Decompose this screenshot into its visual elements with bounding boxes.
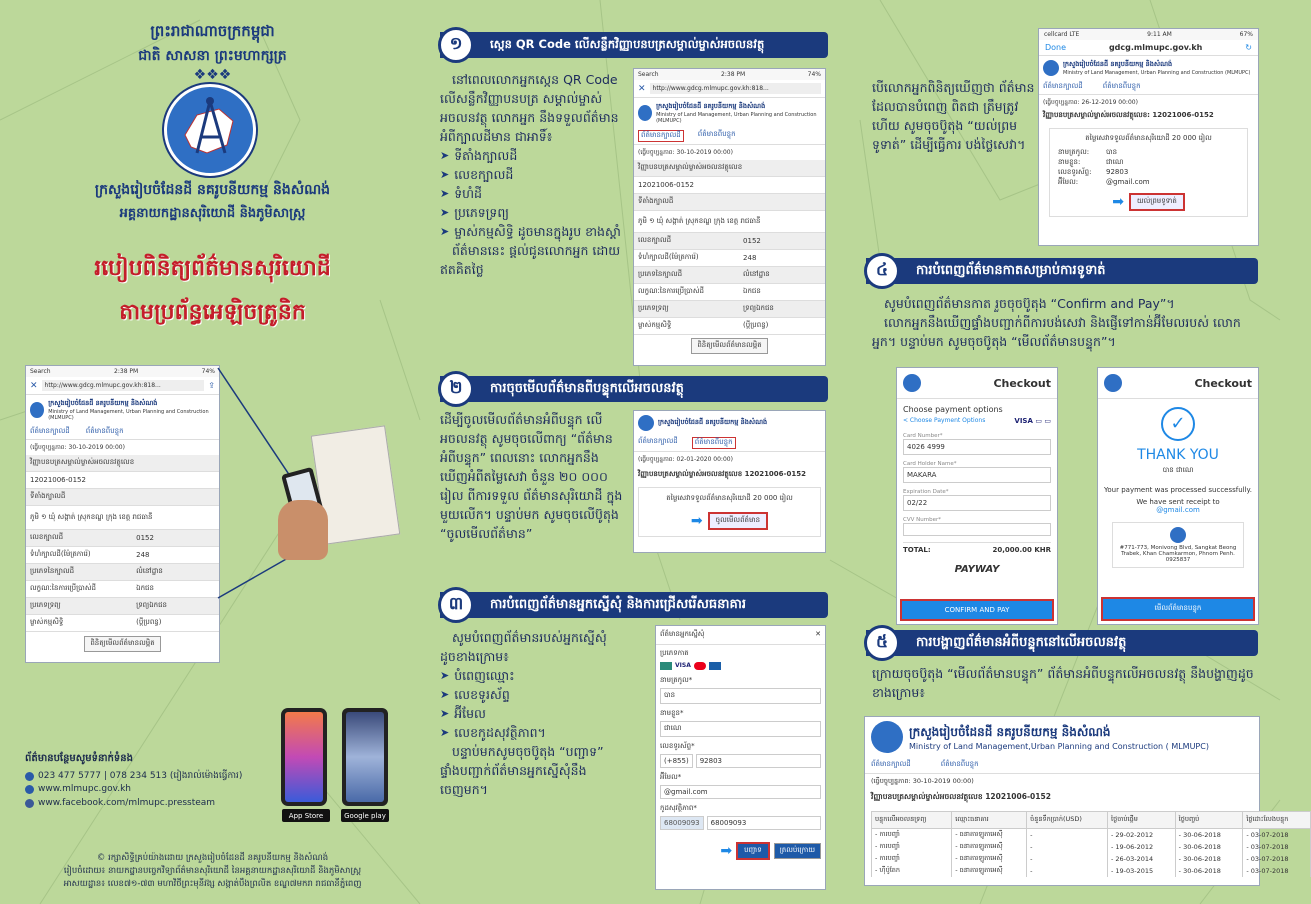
ty-checkout-title: Checkout (1194, 376, 1252, 390)
thank-you-screenshot (1097, 367, 1259, 625)
s1-land-row (634, 250, 825, 267)
burden-cell: - ធនាគារឡូតាអេស៊ី (952, 829, 1027, 842)
c-ministry: ក្រសួងរៀបចំដែនដី នគរូបនីយកម្ម និងសំណង់ (1063, 60, 1173, 68)
given-field[interactable]: ជាណេ (660, 721, 821, 737)
phone-field[interactable]: 92803 (696, 754, 821, 768)
step3-bullet (440, 704, 626, 723)
checkout-screenshot (896, 367, 1058, 625)
b-tab-land[interactable]: ព័ត៌មានក្បាលដី (871, 760, 911, 768)
step3-bullet-text: អ៊ីមែល (454, 706, 486, 721)
land-row-value: ទ្រព្យឯកជន (136, 601, 167, 609)
step2-screenshot (633, 410, 826, 553)
s2-logo (638, 415, 654, 431)
page-title: របៀបពិនិត្យព័ត៌មានសុរិយោដី (94, 256, 331, 281)
receipt-logo (1170, 527, 1186, 543)
iphone-image (281, 708, 327, 806)
receipt-email: @gmail.com (1156, 506, 1200, 514)
step2-number: ២ (438, 371, 474, 407)
s1-url-bar[interactable]: http://www.gdcg.mlmupc.gov.kh:818... (650, 83, 821, 94)
s1-land-row-label: ទំហំក្បាលដី(ម៉ែត្រការ៉េ) (638, 253, 699, 261)
c-status-time: 9:11 AM (1147, 31, 1172, 38)
step1-bullet-text: ទីតាំងក្បាលដី (454, 148, 518, 163)
s1-land-row-value: ទ្រព្យឯកជន (743, 304, 774, 312)
app-store-badge[interactable]: App Store (282, 809, 330, 822)
form-close-icon[interactable]: ✕ (815, 630, 821, 638)
confirm-screenshot (1038, 28, 1259, 246)
contact-heading: ព័ត៌មានបន្ថែមសូមទំនាក់ទំនង (25, 753, 133, 764)
holder-label: Card Holder Name* (903, 461, 957, 467)
bullet-arrow-icon: ➤ (440, 726, 450, 739)
kingdom-title: ព្រះរាជាណាចក្រកម្ពុជា (150, 22, 275, 40)
expiry-label: Expiration Date* (903, 489, 949, 495)
step5-header (866, 630, 1258, 656)
s1-land-row-value: 248 (743, 254, 757, 262)
step1-bullet (440, 146, 625, 165)
s1-status-battery: 74% (807, 71, 821, 78)
step3-bullet-text: បំពេញឈ្មោះ (454, 668, 515, 683)
burden-cell: - 30-06-2018 (1175, 865, 1243, 877)
ck-visa-icon: VISA ▭ ▭ (1014, 417, 1051, 425)
expiry-field[interactable]: 02/22 (903, 495, 1051, 511)
total-label: TOTAL: (903, 546, 931, 554)
land-row (26, 564, 219, 581)
burden-cell: - 19-03-2015 (1108, 865, 1176, 877)
total-value: 20,000.00 KHR (992, 546, 1051, 554)
footer-address: អាសយដ្ឋាន៖ លេខ៧១-៧៣ មហាវិថីព្រះមុនីវង្ស សង្កាត់បឹងព្រលិត ខណ្ឌ៧មករា រាជធានីភ្នំពេញ (63, 879, 362, 889)
burden-row (872, 829, 1311, 842)
step3-intro: សូមបំពេញព័ត៌មានរបស់អ្នកស្នើសុំ ដូចខាងក្រោម៖ (440, 630, 607, 664)
s2-date: (ធ្វើបច្ចុប្បន្នភាព: 02-01-2020 00:00) (638, 456, 733, 463)
land-row-label: ប្រភេទទ្រព្យ (30, 601, 61, 609)
footer-copyright: © រក្សាសិទ្ធិគ្រប់យ៉ាងដោយ ក្រសួងរៀបចំដែនដី នគរូបនីយកម្ម និងសំណង់ (96, 853, 329, 863)
bullet-arrow-icon: ➤ (440, 688, 450, 701)
step2-text: ដើម្បីចូលមើលព័ត៌មានអំពីបន្ទុក លើអចលនវត្ថុ សូមចុចលើពាក្យ “ព័ត៌មានអំពីបន្ទុក” ពេលនោះ លោកអ្នកនឹងឃើញអំពីតម្លៃសេវា ចំនួន ២០ ០០០ រៀល ពីការទទួល ព័ត៌មានសុរិយោដី ក្នុងមួយលើក។ បន្ទាប់មក សូមចុចលើប៊ូតុង “ចូលមើលព័ត៌មាន” (440, 412, 623, 541)
burden-cell: - ការបញ្ចាំ (872, 829, 952, 842)
s1-land-row (634, 318, 825, 335)
share-icon[interactable]: ⇪ (208, 381, 215, 390)
c-status-battery: 67% (1239, 31, 1253, 38)
shot-date: (ធ្វើបច្ចុប្បន្នភាព: 30-10-2019 00:00) (30, 444, 125, 451)
c-logo (1043, 60, 1059, 76)
url-bar[interactable]: http://www.gdcg.mlmupc.gov.kh:818... (42, 380, 205, 391)
step3-bullet (440, 723, 626, 742)
burden-col-header: ថ្ងៃដោះលែងបន្ទុក (1243, 812, 1311, 829)
step4-header (866, 258, 1258, 284)
burden-cell: - 30-06-2018 (1175, 829, 1243, 842)
burden-cell: - 26-03-2014 (1108, 853, 1176, 865)
burden-cell: - (1027, 865, 1108, 877)
step5-title: ការបង្ហាញព័ត៌មានអំពីបន្ទុកនៅលើអចលនវត្ថុ (916, 634, 1127, 650)
burden-cell: - (1027, 829, 1108, 842)
bullet-arrow-icon: ➤ (440, 206, 450, 219)
shot-ministry: ក្រសួងរៀបចំដែនដី នគរូបនីយកម្ម និងសំណង់ (48, 399, 158, 407)
step1-number: ១ (438, 27, 474, 63)
mastercard-icon[interactable] (694, 662, 706, 670)
step1-bullet-text: ម្ចាស់កម្មសិទ្ធិ ដូចមានក្នុងរូប ខាងស្តាំ (454, 224, 621, 239)
confirm-pay-button[interactable]: CONFIRM AND PAY (900, 599, 1054, 621)
c-f1-label: នាមត្រកូល: (1058, 148, 1090, 156)
receipt-address: #771-773, Monivong Blvd, Sangkat Beong Trabek, Khan Chamkarmon, Phnom Penh. (1119, 545, 1237, 557)
land-row-label: លក្ខណៈនៃការប្រើប្រាស់ដី (30, 584, 96, 592)
step2-header (440, 376, 828, 402)
s1-detail-button[interactable]: ពិនិត្យមើលព័ត៌មានលម្អិត (691, 338, 767, 354)
step4-title: ការបំពេញព័ត៌មានកាតសម្រាប់ការទូទាត់ (916, 262, 1106, 278)
contact-website[interactable]: www.mlmupc.gov.kh (25, 784, 131, 794)
ministry-logo (164, 84, 256, 176)
land-row-value: ឯកជន (136, 584, 154, 592)
s2-cert: វិញ្ញាបនបត្រសម្គាល់ម្ចាស់អចលនវត្ថុលេខ 12021006-0152 (638, 470, 806, 478)
bank-icon[interactable] (660, 662, 672, 670)
burden-cell: - ការបញ្ចាំ (872, 853, 952, 865)
step3-bullet (440, 685, 626, 704)
location-value: ភូមិ ១ ឃុំ សង្កាត់ ស្រុកខណ្ឌ ក្រុង ខេត្ត រាជធានី (30, 512, 153, 521)
burden-col-header: ថ្ងៃបញ្ចប់ (1175, 812, 1243, 829)
ministry-small-logo (30, 402, 44, 418)
bullet-arrow-icon: ➤ (440, 187, 450, 200)
back-button[interactable]: ត្រលប់ក្រោយ (774, 843, 821, 859)
land-row (26, 547, 219, 564)
step5-text: ក្រោយចុចប៊ូតុង “មើលព័ត៌មានបន្ទុក” ព័ត៌មានអំពីបន្ទុកលើអចលនវត្ថុ នឹងបង្ហាញដូចខាងក្រោម៖ (872, 666, 1254, 700)
tab-burden-info[interactable]: ព័ត៌មានពីបន្ទុក (85, 427, 124, 435)
burden-row (872, 841, 1311, 853)
c-tab-burden[interactable]: ព័ត៌មានពីបន្ទុក (1102, 82, 1141, 90)
burden-cell: - 03-07-2018 (1243, 829, 1311, 842)
s3-arrow-icon: ➡ (720, 843, 733, 859)
step1-screenshot (633, 68, 826, 366)
receipt-phone: 0925837 (1165, 557, 1191, 563)
burden-col-header: ចំនួនទឹកប្រាក់(USD) (1027, 812, 1108, 829)
s2-tab-land-info[interactable]: ព័ត៌មានក្បាលដី (638, 437, 678, 445)
step3-form-screenshot (655, 625, 826, 890)
facebook-icon (25, 799, 34, 808)
choose-title: Choose payment options (903, 405, 1003, 414)
location-label: ទីតាំងក្បាលដី (30, 492, 66, 500)
cvv-field[interactable] (903, 523, 1051, 536)
land-row-label: លេខក្បាលដី (30, 533, 64, 541)
step1-outro: ព័ត៌មាននេះ ផ្តល់ជូនលោកអ្នក ដោយឥតគិតថ្លៃ (440, 243, 621, 277)
code-field[interactable]: 68009093 (707, 816, 821, 830)
view-burden-button[interactable]: មើលព័ត៌មានបន្ទុក (1101, 597, 1255, 621)
s1-date: (ធ្វើបច្ចុប្បន្នភាព: 30-10-2019 00:00) (638, 149, 733, 156)
s2-fee: តម្លៃសេវាទទួលព័ត៌មានសុរិយោដី 20 000 រៀល (666, 494, 793, 502)
s1-land-row-label: ម្ចាស់កម្មសិទ្ធិ (638, 321, 672, 329)
visa-icon[interactable]: VISA (675, 662, 691, 669)
step3-header (440, 592, 828, 618)
globe-icon (25, 785, 34, 794)
burden-cell: - 19-06-2012 (1108, 841, 1176, 853)
s1-land-row-value: (ប្តីប្រពន្ធ) (743, 321, 769, 329)
step3-bullet-text: លេខកូដសុវត្ថិភាព។ (454, 725, 546, 740)
bullet-arrow-icon: ➤ (440, 168, 450, 181)
left-header: ព្រះរាជាណាចក្រកម្ពុជា ជាតិ សាសនា ព្រះមហាក្សត្រ ❖❖❖ (0, 0, 425, 83)
step3-outro: បន្ទាប់មកសូមចុចប៊ូតុង “បញ្ជាទ” ផ្ទាំងបញ្ជាក់ព័ត៌មានអ្នកស្នើសុំនឹង ចេញមក។ (440, 744, 604, 797)
bullet-arrow-icon: ➤ (440, 149, 450, 162)
form-title: ព័ត៌មានអ្នកស្នើសុំ (660, 630, 705, 638)
surname-field[interactable]: បាន (660, 688, 821, 704)
step3-text (440, 628, 626, 799)
page-subtitle: តាមប្រព័ន្ធអេឡិចត្រូនិក (119, 300, 306, 325)
bullet-arrow-icon: ➤ (440, 707, 450, 720)
b-tab-burden[interactable]: ព័ត៌មានពីបន្ទុក (940, 760, 979, 768)
receipt-text: We have sent receipt to (1136, 498, 1220, 506)
surname-label: នាមត្រកូល* (660, 676, 693, 684)
burden-cell: - 29-02-2012 (1108, 829, 1176, 842)
step3-number: ៣ (438, 587, 474, 623)
s1-land-row-label: ប្រភេទទ្រព្យ (638, 304, 669, 312)
c-f2-value: ជាណេ (1106, 158, 1124, 166)
contact-phone: 023 477 5777 | 078 234 513 (រៀងរាល់ម៉ោងធ្វើការ) (25, 770, 242, 783)
s1-land-row (634, 301, 825, 318)
payer-name: បាន ជាណេ (1162, 466, 1194, 474)
burden-cell: - (1027, 853, 1108, 865)
s1-status-time: 2:38 PM (721, 71, 746, 78)
card-number-label: Card Number* (903, 433, 943, 439)
step1-bullet (440, 203, 625, 222)
footer-prepared: រៀបចំដោយ៖ នាយកដ្ឋានបច្ចេកវិទ្យាព័ត៌មានសុរិយោដី នៃអគ្គនាយកដ្ឋានសុរិយោដី និងភូមិសាស្ត្រ (63, 866, 362, 876)
ck-logo (903, 374, 921, 392)
holder-field[interactable]: MAKARA (903, 467, 1051, 483)
burden-table (871, 811, 1311, 877)
burden-cell: - ធនាគារឡូតាអេស៊ី (952, 841, 1027, 853)
checkout-title: Checkout (993, 376, 1051, 390)
captcha-image: 68009093 (660, 816, 704, 830)
bullet-arrow-icon: ➤ (440, 669, 450, 682)
b-ministry: ក្រសួងរៀបចំដែនដី នគរូបនីយកម្ម និងសំណង់ (909, 724, 1111, 739)
b-ministry-en: Ministry of Land Management,Urban Planning and Construction ( MLMUPC) (909, 741, 1209, 751)
burden-cell: - (1027, 841, 1108, 853)
burden-cell: - 30-06-2018 (1175, 853, 1243, 865)
cvv-label: CVV Number* (903, 517, 941, 523)
c-f3-value: 92803 (1106, 168, 1129, 176)
burden-cell: - ធនាគារឡូតាអេស៊ី (952, 853, 1027, 865)
step5-number: ៥ (864, 625, 900, 661)
step4-text1: សូមបំពេញព័ត៌មានកាត រួចចុចប៊ូតុង “Confirm and Pay”។ (884, 296, 1175, 311)
s1-land-row-label: ប្រភេទនៃក្បាលដី (638, 270, 683, 278)
ministry-name: ក្រសួងរៀបចំដែនដី នគរូបនីយកម្ម និងសំណង់ (94, 182, 331, 198)
payway-logo: PAYWAY (954, 564, 1000, 575)
status-time: 2:38 PM (114, 368, 139, 375)
burden-row (872, 853, 1311, 865)
cert-label: វិញ្ញាបនបត្រសម្គាល់ម្ចាស់អចលនវត្ថុលេខ (30, 458, 135, 466)
burden-col-header: ថ្ងៃចាប់ផ្តើម (1108, 812, 1176, 829)
bullet-arrow-icon: ➤ (440, 225, 450, 238)
reload-icon[interactable]: ↻ (1245, 43, 1252, 52)
burden-cell: - 03-07-2018 (1243, 853, 1311, 865)
land-row-value: 248 (136, 551, 150, 559)
phone-label: លេខទូរស័ព្ទ* (660, 742, 695, 750)
c-date: (ធ្វើបច្ចុប្បន្នភាព: 26-12-2019 00:00) (1043, 99, 1138, 106)
land-row-label: ម្ចាស់កម្មសិទ្ធិ (30, 618, 64, 626)
choose-back-link[interactable]: < Choose Payment Options (903, 417, 986, 424)
phone-prefix[interactable]: (+855) (660, 754, 693, 768)
given-label: នាមខ្លួន* (660, 709, 684, 717)
s1-close-icon[interactable]: ✕ (638, 83, 646, 94)
status-search: Search (30, 368, 51, 375)
c-ministry-en: Ministry of Land Management, Urban Planning and Construction (MLMUPC) (1063, 70, 1251, 76)
processed-text: Your payment was processed successfully. (1104, 486, 1252, 494)
unionpay-icon[interactable] (709, 662, 721, 670)
s1-status-search: Search (638, 71, 659, 78)
s1-land-row (634, 284, 825, 301)
s1-tab-land-info[interactable]: ព័ត៌មានក្បាលដី (638, 130, 684, 142)
agree-pay-button[interactable]: យល់ព្រមទូទាត់ (1129, 193, 1185, 211)
land-row (26, 581, 219, 598)
email-field[interactable]: @gmail.com (660, 785, 821, 799)
c-f2-label: នាមខ្លួន: (1058, 158, 1081, 166)
s1-land-row-value: ឯកជន (743, 287, 761, 295)
cert-number: 12021006-0152 (30, 476, 86, 484)
shot-ministry-en: Ministry of Land Management, Urban Planning and Construction (MLMUPC) (48, 409, 209, 421)
step3-bullet-text: លេខទូរស័ព្ទ (454, 687, 510, 702)
c-f4-value: @gmail.com (1106, 178, 1150, 186)
code-label: កូដសុវត្ថិភាព* (660, 804, 697, 812)
c-cert: វិញ្ញាបនបត្រសម្គាល់ម្ចាស់អចលនវត្ថុលេខ: 12021006-0152 (1043, 111, 1214, 119)
b-cert: វិញ្ញាបនបត្រសម្គាល់ម្ចាស់អចលនវត្ថុលេខ 12021006-0152 (871, 792, 1051, 801)
burden-cell: - 03-07-2018 (1243, 841, 1311, 853)
done-button[interactable]: Done (1045, 43, 1067, 52)
burden-screenshot (864, 716, 1289, 886)
step1-bullet (440, 222, 625, 241)
land-row-label: ប្រភេទនៃក្បាលដី (30, 567, 75, 575)
card-number-field[interactable]: 4026 4999 (903, 439, 1051, 455)
land-row-label: ទំហំក្បាលដី(ម៉ែត្រការ៉េ) (30, 550, 91, 558)
department-name: អគ្គនាយកដ្ឋានសុរិយោដី និងភូមិសាស្ត្រ (119, 206, 306, 221)
c-f1-value: បាន (1106, 148, 1118, 156)
phone-icon (25, 772, 34, 781)
burden-row (872, 865, 1311, 877)
submit-button[interactable]: បញ្ជាទ (736, 842, 770, 860)
s1-cert-label: វិញ្ញាបនបត្រសម្គាល់ម្ចាស់អចលនវត្ថុលេខ (638, 163, 743, 171)
step3-title: ការបំពេញព័ត៌មានអ្នកស្នើសុំ និងការជ្រើសរើសធនាគារ (490, 596, 746, 612)
burden-cell: - 30-06-2018 (1175, 841, 1243, 853)
phone-screenshot-land-info (25, 365, 220, 663)
detail-button[interactable]: ពិនិត្យមើលព័ត៌មានលម្អិត (84, 636, 160, 652)
s2-tab-burden[interactable]: ព័ត៌មានពីបន្ទុក (692, 437, 736, 449)
step1-intro: នៅពេលលោកអ្នកស្កេន QR Code លើសន្លឹកវិញ្ញាបនបត្រ សម្គាល់ម្ចាស់អចលនវត្ថុ លោកអ្នក នឹងទទួលព័ត៌មាន អំពីក្បាលដីមាន ជាអាទិ៍៖ (440, 72, 619, 144)
c-tab-land[interactable]: ព័ត៌មានក្បាលដី (1043, 82, 1083, 90)
step1-bullet (440, 184, 625, 203)
status-battery: 74% (201, 368, 215, 375)
ty-logo (1104, 374, 1122, 392)
s2-view-button[interactable]: ចូលមើលព័ត៌មាន (708, 512, 768, 530)
card-type-label: ប្រភេទកាត (660, 649, 689, 657)
burden-cell: - ធនាគារឡូតាអេស៊ី (952, 865, 1027, 877)
s1-tab-burden[interactable]: ព័ត៌មានពីបន្ទុក (697, 130, 736, 138)
step1-text (440, 70, 625, 279)
s1-ministry: ក្រសួងរៀបចំដែនដី នគរូបនីយកម្ម និងសំណង់ (656, 102, 766, 110)
step1-bullet-text: លេខក្បាលដី (454, 167, 514, 182)
step4-text2: លោកអ្នកនឹងឃើញផ្ទាំងបញ្ជាក់ពីការបង់សេវា និងផ្ញើទៅកាន់អ៊ីមែលរបស់ លោកអ្នក។ បន្ទាប់មក សូមចុចប៊ូតុង “មើលព័ត៌មានបន្ទុក”។ (872, 315, 1241, 349)
c-arrow-icon: ➡ (1112, 194, 1124, 210)
land-row (26, 530, 219, 547)
s1-ministry-en: Ministry of Land Management, Urban Planning and Construction (MLMUPC) (656, 112, 817, 124)
land-row-value: 0152 (136, 534, 154, 542)
kingdom-motto: ជាតិ សាសនា ព្រះមហាក្សត្រ (138, 48, 287, 64)
s1-land-row-value: 0152 (743, 237, 761, 245)
s1-land-row (634, 267, 825, 284)
b-date: (ធ្វើបច្ចុប្បន្នភាព: 30-10-2019 00:00) (871, 777, 974, 785)
land-row (26, 598, 219, 615)
s1-location-value: ភូមិ ១ ឃុំ សង្កាត់ ស្រុកខណ្ឌ ក្រុង ខេត្ត រាជធានី (638, 216, 761, 225)
step1-title: ស្កេន QR Code លើសន្លឹកវិញ្ញាបនបត្រសម្គាល់ម្ចាស់អចលនវត្ថុ (490, 36, 765, 51)
s1-land-row-label: លក្ខណៈនៃការប្រើប្រាស់ដី (638, 287, 704, 295)
burden-cell: - ហ៊ីប៉ូតែក (872, 865, 952, 877)
s1-logo (638, 105, 652, 121)
step4-number: ៤ (864, 253, 900, 289)
close-icon[interactable]: ✕ (30, 380, 38, 391)
c-fee: តម្លៃសេវាទទួលព័ត៌មានសុរិយោដី 20 000 រៀល (1085, 134, 1212, 142)
land-row-value: លំនៅដ្ឋាន (136, 567, 163, 575)
burden-col-header: បន្ទុកលើអចលនទ្រព្យ (872, 812, 952, 829)
s1-land-row (634, 233, 825, 250)
s1-land-row-value: លំនៅដ្ឋាន (743, 270, 770, 278)
step3-bullet (440, 666, 626, 685)
c-f3-label: លេខទូរស័ព្ទ: (1058, 168, 1092, 176)
step4-text (872, 294, 1258, 351)
step1-header (440, 32, 828, 58)
land-row (26, 615, 219, 632)
burden-col-header: ឈ្មោះធនាគារ (952, 812, 1027, 829)
s2-arrow-icon: ➡ (690, 513, 703, 529)
burden-cell: - 03-07-2018 (1243, 865, 1311, 877)
step1-bullet-text: ទំហំដី (454, 186, 482, 201)
s1-land-row-label: លេខក្បាលដី (638, 236, 672, 244)
contact-facebook[interactable]: www.facebook.com/mlmupc.pressteam (25, 798, 215, 808)
land-row-value: (ប្តីប្រពន្ធ) (136, 618, 162, 626)
s1-location-label: ទីតាំងក្បាលដី (638, 197, 674, 205)
email-label: អ៊ីមែល* (660, 773, 682, 781)
step3b-text: បើលោកអ្នកពិនិត្យឃើញថា ព័ត៌មាន ដែលបានបំពេញ ពិតជា ត្រឹមត្រូវហើយ សូមចុចប៊ូតុង “យល់ព្រមទូទាត់” ដើម្បីធ្វើការ បង់ថ្លៃសេវា។ (872, 80, 1035, 152)
s1-cert-number: 12021006-0152 (638, 181, 694, 189)
c-status-carrier: cellcard LTE (1044, 31, 1080, 38)
c-f4-label: អ៊ីមែល: (1058, 178, 1079, 186)
step1-bullet (440, 165, 625, 184)
android-image (342, 708, 388, 806)
scan-photo (278, 430, 393, 580)
c-url: gdcg.mlmupc.gov.kh (1108, 43, 1203, 52)
burden-cell: - ការបញ្ចាំ (872, 841, 952, 853)
tab-land-info[interactable]: ព័ត៌មានក្បាលដី (30, 427, 70, 435)
check-circle-icon: ✓ (1161, 407, 1195, 441)
s2-ministry: ក្រសួងរៀបចំដែនដី នគរូបនីយកម្ម និងសំណង់ (658, 418, 768, 426)
step2-title: ការចុចមើលព័ត៌មានពីបន្ទុកលើអចលនវត្ថុ (490, 380, 684, 396)
thank-you-text: THANK YOU (1137, 447, 1219, 463)
b-logo (871, 721, 903, 753)
google-play-badge[interactable]: Google play (341, 809, 389, 822)
step1-bullet-text: ប្រភេទទ្រព្យ (454, 205, 510, 220)
